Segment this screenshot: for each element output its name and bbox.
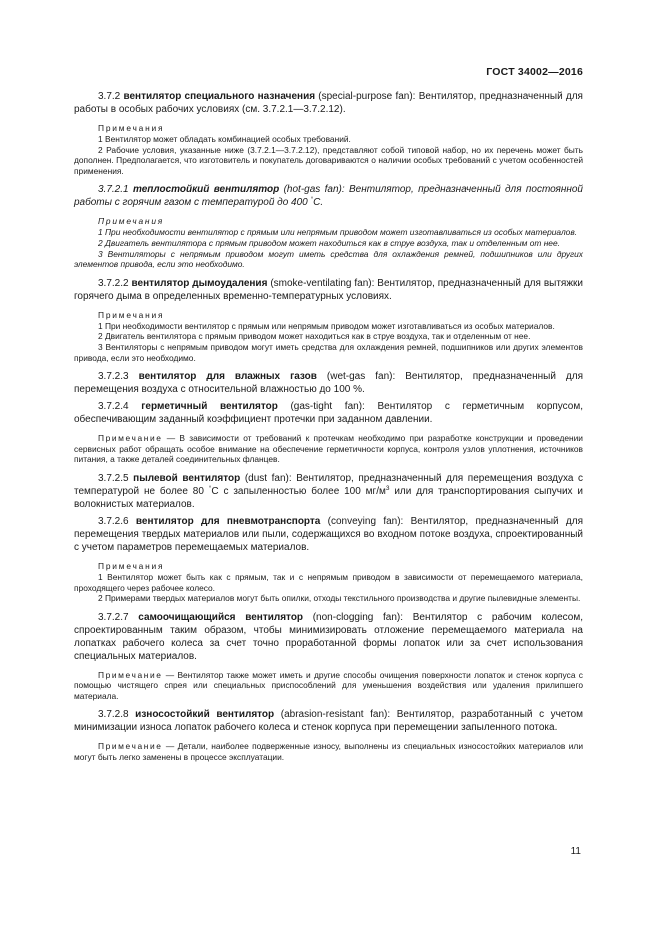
page-number: 11: [570, 846, 581, 857]
term-name: вентилятор специального назначения: [123, 91, 316, 102]
term-3-7-2-3: 3.7.2.3 вентилятор для влажных газов (wet-gas fan): Вентилятор, предназначенный для перемещения воздуха с относительной влажностью до 100 %.: [74, 371, 583, 396]
note-item: 1 Вентилятор может быть как с прямым, так и с непрямым приводом в зависимости от перемещаемого материала, проходящего через рабочее колесо.: [74, 571, 583, 593]
standard-designation: ГОСТ 34002—2016: [486, 66, 583, 78]
note-item: 2 Примерами твердых материалов могут быть опилки, отходы текстильного производства и другие пылевидные элементы.: [98, 593, 581, 604]
note-item: 2 Двигатель вентилятора с прямым приводом может находиться как в струе воздуха, так и отделенным от нее.: [98, 331, 531, 342]
term-name: теплостойкий вентилятор: [132, 184, 280, 196]
notes-label: Примечания: [98, 560, 165, 571]
term-name: пылевой вентилятор: [133, 472, 241, 484]
term-name: вентилятор для пневмотранспорта: [135, 515, 321, 527]
notes-label: Примечания: [98, 123, 165, 133]
note-inline: Примечание — Вентилятор также может иметь и другие способы очищения поверхности лопаток и стенок корпуса с помощью чистящего спрея или специальных приспособлений для уменьшения воздействия или удаления прилипшего материала.: [74, 669, 583, 701]
note-item: 1 При необходимости вентилятор с прямым или непрямым приводом может изготавливаться из особых материалов.: [98, 227, 578, 238]
note-item: 2 Рабочие условия, указанные ниже (3.7.2.1—3.7.2.12), представляют собой типовой набор, но их перечень может быть дополнен. Предполагается, что изготовитель и покупатель договариваются о наличии особых требований с учетом особенностей применения.: [74, 144, 583, 176]
note-item: 1 При необходимости вентилятор с прямым или непрямым приводом может изготавливаться из особых материалов.: [98, 320, 555, 331]
term-3-7-2-8: 3.7.2.8 износостойкий вентилятор (abrasion-resistant fan): Вентилятор, разработанный с учетом минимизации износа лопаток рабочего колеса и стенок корпуса при перемещении запыленного потока.: [74, 709, 584, 734]
term-name: вентилятор дымоудаления: [131, 277, 268, 289]
document-body: [74, 90, 583, 763]
term-3-7-2-2: 3.7.2.2 вентилятор дымоудаления (smoke-ventilating fan): Вентилятор, предназначенный для вытяжки горячего дыма в определенных временно-температурных условиях.: [74, 277, 583, 302]
term-3-7-2-5: 3.7.2.5 пылевой вентилятор (dust fan): Вентилятор, предназначенный для перемещения воздуха с температурой не более 80 °С с запыленностью более 100 $мг/м^3$ или для транспортирования сыпучих и волокнистых материалов.: [74, 472, 584, 510]
term-3-7-2-7: 3.7.2.7 самоочищающийся вентилятор (non-clogging fan): Вентилятор с рабочим колесом, спроектированным таким образом, чтобы минимизировать отложение перемещаемого материала на лопатках рабочего колеса за счет точно проработанной формы лопаток или за счет использования специальных материалов.: [74, 611, 583, 662]
term-3-7-2: 3.7.2 вентилятор специального назначения (special-purpose fan): Вентилятор, предназначенный для работы в особых рабочих условиях (см. 3.7.2.1—3.7.2.12).: [74, 91, 583, 115]
note-inline: Примечание — Детали, наиболее подверженные износу, выполнены из специальных износостойких материалов или могут быть легко заменены в процессе эксплуатации.: [74, 741, 583, 763]
term-name: вентилятор для влажных газов: [138, 371, 317, 383]
note-item: 3 Вентиляторы с непрямым приводом могут иметь средства для охлаждения ремней, подшипников или других элементов привода, если это необходимо.: [74, 248, 583, 270]
term-name: герметичный вентилятор: [141, 401, 278, 413]
notes-label: Примечания: [98, 216, 165, 227]
note-inline: Примечание — В зависимости от требований к протечкам необходимо при разработке конструкции и проведении сервисных работ обращать особое внимание на обеспечение герметичности корпуса, контроля узлов уплотнения, источников питания, а также деталей соединительных фланцев.: [74, 433, 583, 465]
note-item: 2 Двигатель вентилятора с прямым приводом может находиться как в струе воздуха, так и отделенным от нее.: [98, 237, 560, 248]
term-3-7-2-1: 3.7.2.1 теплостойкий вентилятор (hot-gas fan): Вентилятор, предназначенный для постоянной работы с горячим газом с температурой до 400 °С.: [74, 184, 583, 209]
note-item: 3 Вентиляторы с непрямым приводом могут иметь средства для охлаждения ремней, подшипников или других элементов привода, если это необходимо.: [74, 341, 583, 363]
term-3-7-2-6: 3.7.2.6 вентилятор для пневмотранспорта (conveying fan): Вентилятор, предназначенный для перемещения твердых материалов или пыли, содержащихся во входном потоке воздуха, спроектированный с учетом параметров перемещаемых материалов.: [74, 515, 583, 553]
term-name: износостойкий вентилятор: [135, 709, 275, 721]
note-item: 1 Вентилятор может обладать комбинацией особых требований.: [98, 134, 351, 144]
term-name: самоочищающийся вентилятор: [138, 611, 304, 623]
term-3-7-2-4: 3.7.2.4 герметичный вентилятор (gas-tight fan): Вентилятор с герметичным корпусом, обеспечивающим заданный коэффициент протечки при заданном давлении.: [74, 401, 584, 426]
notes-label: Примечания: [98, 309, 165, 320]
